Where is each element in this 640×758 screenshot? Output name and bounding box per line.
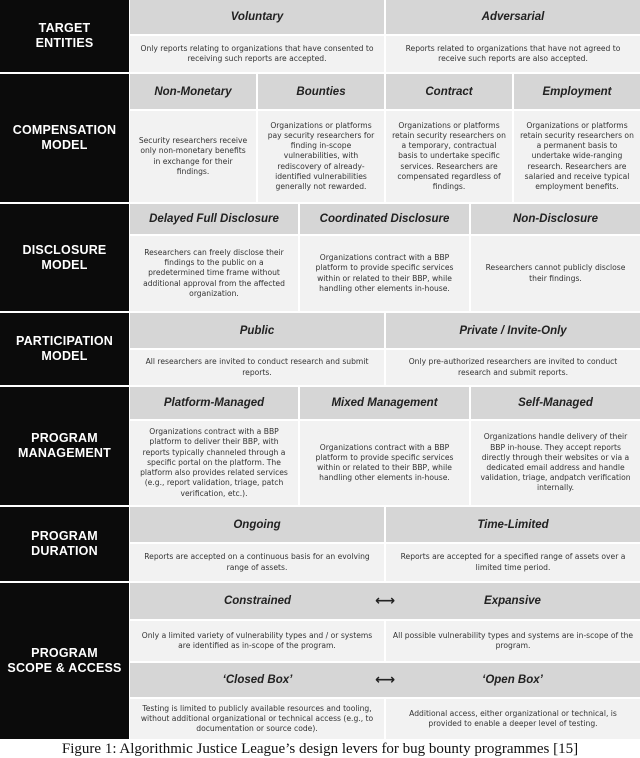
option-desc-ongoing: Reports are accepted on a continuous basis for an evolving range of assets. — [130, 544, 384, 581]
option-header-closed-box: ‘Closed Box’ — [222, 674, 293, 686]
options-panel — [130, 313, 640, 385]
lever-label-line: MODEL — [41, 349, 88, 363]
lever-label-participation-model — [0, 313, 129, 385]
option-desc-platform-managed: Organizations contract with a BBP platform to deliver their BBP, with reports typically channeled through a specific portal on the platform. The platform also provides related services (e.g., report validation, triage, patch verification, etc.). — [130, 421, 298, 505]
option-header-delayed-full-disclosure: Delayed Full Disclosure — [130, 204, 298, 234]
lever-row-participation-model — [0, 313, 640, 385]
option-header-non-monetary: Non-Monetary — [130, 74, 256, 109]
option-header-self-managed: Self-Managed — [471, 387, 640, 419]
option-desc-employment: Organizations or platforms retain security researchers on a permanent basis to undertake wide-ranging research. Researchers are salaried and receive typical employment benefits. — [514, 111, 640, 202]
lever-label-line: PARTICIPATION — [15, 334, 114, 348]
lever-row-program-management — [0, 387, 640, 505]
option-header-expansive: Expansive — [484, 595, 541, 607]
lever-label-line: PROGRAM — [31, 646, 98, 660]
option-desc-constrained: Only a limited variety of vulnerability types and / or systems are identified as in-scope of the program. — [130, 621, 384, 661]
options-panel — [130, 0, 640, 72]
lever-label-line: MODEL — [41, 257, 88, 272]
option-desc-self-managed: Organizations handle delivery of their BBP in-house. They accept reports directly through their websites or via a dedicated email address and handle validation, triage, andpatch verification internally. — [471, 421, 640, 505]
option-desc-non-disclosure: Researchers cannot publicly disclose their findings. — [471, 236, 640, 311]
options-panel — [130, 204, 640, 311]
lever-label-target-entities — [0, 0, 129, 72]
lever-label-line: TARGET — [38, 21, 91, 35]
lever-label-line: SCOPE & ACCESS — [7, 661, 122, 675]
option-header-pair-scope — [130, 583, 640, 619]
option-header-private-invite-only: Private / Invite-Only — [386, 313, 640, 348]
option-desc-expansive: All possible vulnerability types and systems are in-scope of the program. — [386, 621, 640, 661]
options-panel — [130, 507, 640, 581]
option-header-coordinated-disclosure: Coordinated Disclosure — [300, 204, 469, 234]
option-desc-private-invite-only: Only pre-authorized researchers are invited to conduct research and submit reports. — [386, 350, 640, 385]
option-desc-time-limited: Reports are accepted for a specified range of assets over a limited time period. — [386, 544, 640, 581]
option-header-mixed-management: Mixed Management — [300, 387, 469, 419]
option-header-contract: Contract — [386, 74, 512, 109]
double-arrow-icon: ⟷ — [374, 672, 396, 688]
option-desc-open-box: Additional access, either organizational or technical, is provided to enable a deeper level of testing. — [386, 699, 640, 739]
option-desc-public: All researchers are invited to conduct research and submit reports. — [130, 350, 384, 385]
lever-label-disclosure-model — [0, 204, 129, 311]
option-header-time-limited: Time-Limited — [386, 507, 640, 542]
lever-label-program-scope-access — [0, 583, 129, 739]
option-header-non-disclosure: Non-Disclosure — [471, 204, 640, 234]
option-header-voluntary: Voluntary — [130, 0, 384, 34]
lever-label-program-management — [0, 387, 129, 505]
option-header-ongoing: Ongoing — [130, 507, 384, 542]
lever-label-line: MODEL — [41, 138, 88, 152]
lever-label-line: PROGRAM — [31, 431, 98, 445]
lever-label-line: COMPENSATION — [12, 123, 117, 137]
option-header-bounties: Bounties — [258, 74, 384, 109]
lever-row-program-scope-access — [0, 583, 640, 739]
lever-label-line: MANAGEMENT — [18, 446, 111, 460]
option-header-pair-access — [130, 663, 640, 697]
option-header-employment: Employment — [514, 74, 640, 109]
lever-label-line: PROGRAM — [31, 529, 98, 543]
option-desc-adversarial: Reports related to organizations that have not agreed to receive such reports are also accepted. — [386, 36, 640, 72]
option-header-constrained: Constrained — [223, 595, 292, 607]
option-header-open-box: ‘Open Box’ — [482, 674, 543, 686]
lever-label-compensation-model — [0, 74, 129, 202]
options-panel — [130, 387, 640, 505]
option-desc-contract: Organizations or platforms retain security researchers on a temporary, contractual basis to undertake specific services. Researchers are compensated regardless of findings. — [386, 111, 512, 202]
option-header-public: Public — [130, 313, 384, 348]
lever-label-program-duration — [0, 507, 129, 581]
options-panel — [130, 583, 640, 739]
option-desc-voluntary: Only reports relating to organizations that have consented to receiving such reports are accepted. — [130, 36, 384, 72]
lever-label-line: DISCLOSURE — [22, 242, 107, 257]
lever-row-target-entities — [0, 0, 640, 72]
lever-label-line: ENTITIES — [35, 36, 94, 50]
option-header-adversarial: Adversarial — [386, 0, 640, 34]
option-desc-delayed-full-disclosure: Researchers can freely disclose their findings to the public on a predetermined time frame without additional approval from the affected organization. — [130, 236, 298, 311]
double-arrow-icon: ⟷ — [374, 593, 396, 609]
option-desc-bounties: Organizations or platforms pay security researchers for finding in-scope vulnerabilities, with rediscovery of already-identified vulnerabilities generally not rewarded. — [258, 111, 384, 202]
option-header-platform-managed: Platform-Managed — [130, 387, 298, 419]
lever-row-program-duration — [0, 507, 640, 581]
figure-caption: Figure 1: Algorithmic Justice League’s design levers for bug bounty programmes [15] — [61, 741, 579, 757]
lever-row-compensation-model — [0, 74, 640, 202]
lever-label-line: DURATION — [31, 544, 98, 558]
option-desc-mixed-management: Organizations contract with a BBP platform to provide specific services within or related to their BBP, while handling other elements in-house. — [300, 421, 469, 505]
option-desc-coordinated-disclosure: Organizations contract with a BBP platform to provide specific services within or related to their BBP, while handling other elements in-house. — [300, 236, 469, 311]
options-panel — [130, 74, 640, 202]
lever-row-disclosure-model — [0, 204, 640, 311]
option-desc-non-monetary: Security researchers receive only non-monetary benefits in exchange for their findings. — [130, 111, 256, 202]
option-desc-closed-box: Testing is limited to publicly available resources and tooling, without additional organizational or technical access (e.g., to documentation or source code). — [130, 699, 384, 739]
